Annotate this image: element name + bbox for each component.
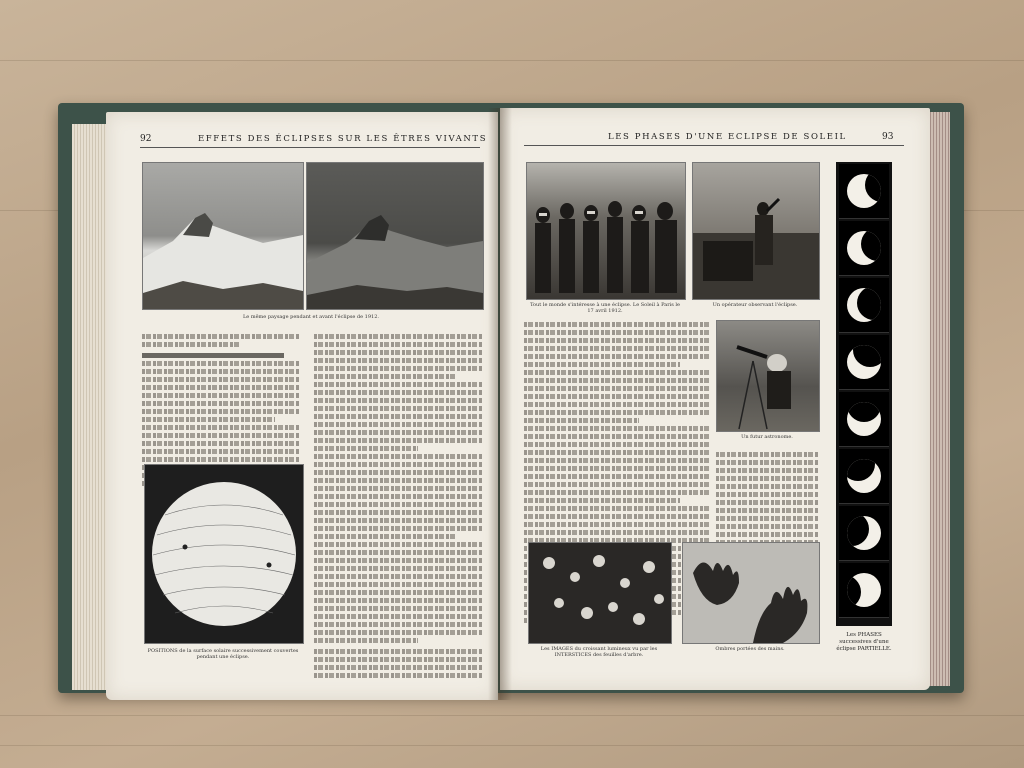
leaf-interstices-photo <box>528 542 672 644</box>
solar-figure-caption: POSITIONS de la surface solaire successivement couvertes pendant une éclipse. <box>147 648 299 660</box>
hand-shadow-caption: Ombres portées des mains. <box>715 646 785 652</box>
mountain-photo-before <box>142 162 304 310</box>
phase-6 <box>839 449 889 504</box>
left-page <box>106 112 498 700</box>
section-heading-line <box>142 353 284 358</box>
leaf-photo-caption: Les IMAGES du croissant lumineux vu par les INTERSTICES des feuilles d'arbre. <box>540 646 658 658</box>
right-page-edges <box>928 112 950 686</box>
mountain-photos-caption: Le même paysage pendant et avant l'éclipse de 1912. <box>242 314 379 320</box>
phase-1 <box>839 164 889 219</box>
right-running-head: LES PHASES D'UNE ECLIPSE DE SOLEIL <box>608 132 847 142</box>
crowd-photo-caption: Tout le monde s'intéresse à une éclipse. Le Soleil à Paris le 17 avril 1912. <box>530 302 680 314</box>
phase-7 <box>839 506 889 561</box>
left-page-edges <box>72 124 108 690</box>
left-head-rule <box>140 147 480 148</box>
section-heading <box>142 337 143 338</box>
left-page-number: 92 <box>140 134 152 144</box>
phase-4 <box>839 335 889 390</box>
hand-shadow-photo <box>682 542 820 644</box>
crowd-watching-eclipse-photo <box>526 162 686 300</box>
phase-2 <box>839 221 889 276</box>
phase-3 <box>839 278 889 333</box>
child-photo-caption: Un futur astronome. <box>741 434 793 440</box>
book-gutter <box>488 108 512 700</box>
observer-on-roof-photo <box>692 162 820 300</box>
child-with-telescope-photo <box>716 320 820 432</box>
eclipse-phases-strip <box>836 162 892 626</box>
left-text-column-2 <box>314 334 482 681</box>
solar-surface-figure <box>144 464 304 644</box>
left-running-head: EFFETS DES ÉCLIPSES SUR LES ÊTRES VIVANTS <box>198 134 488 144</box>
right-head-rule <box>524 145 904 146</box>
phase-8 <box>839 563 889 618</box>
right-page-number: 93 <box>882 132 894 142</box>
mountain-photo-during <box>306 162 484 310</box>
phases-caption: Les PHASES successives d'une éclipse PARTIELLE. <box>836 632 892 652</box>
phase-5 <box>839 392 889 447</box>
observer-photo-caption: Un opérateur observant l'éclipse. <box>712 302 798 308</box>
